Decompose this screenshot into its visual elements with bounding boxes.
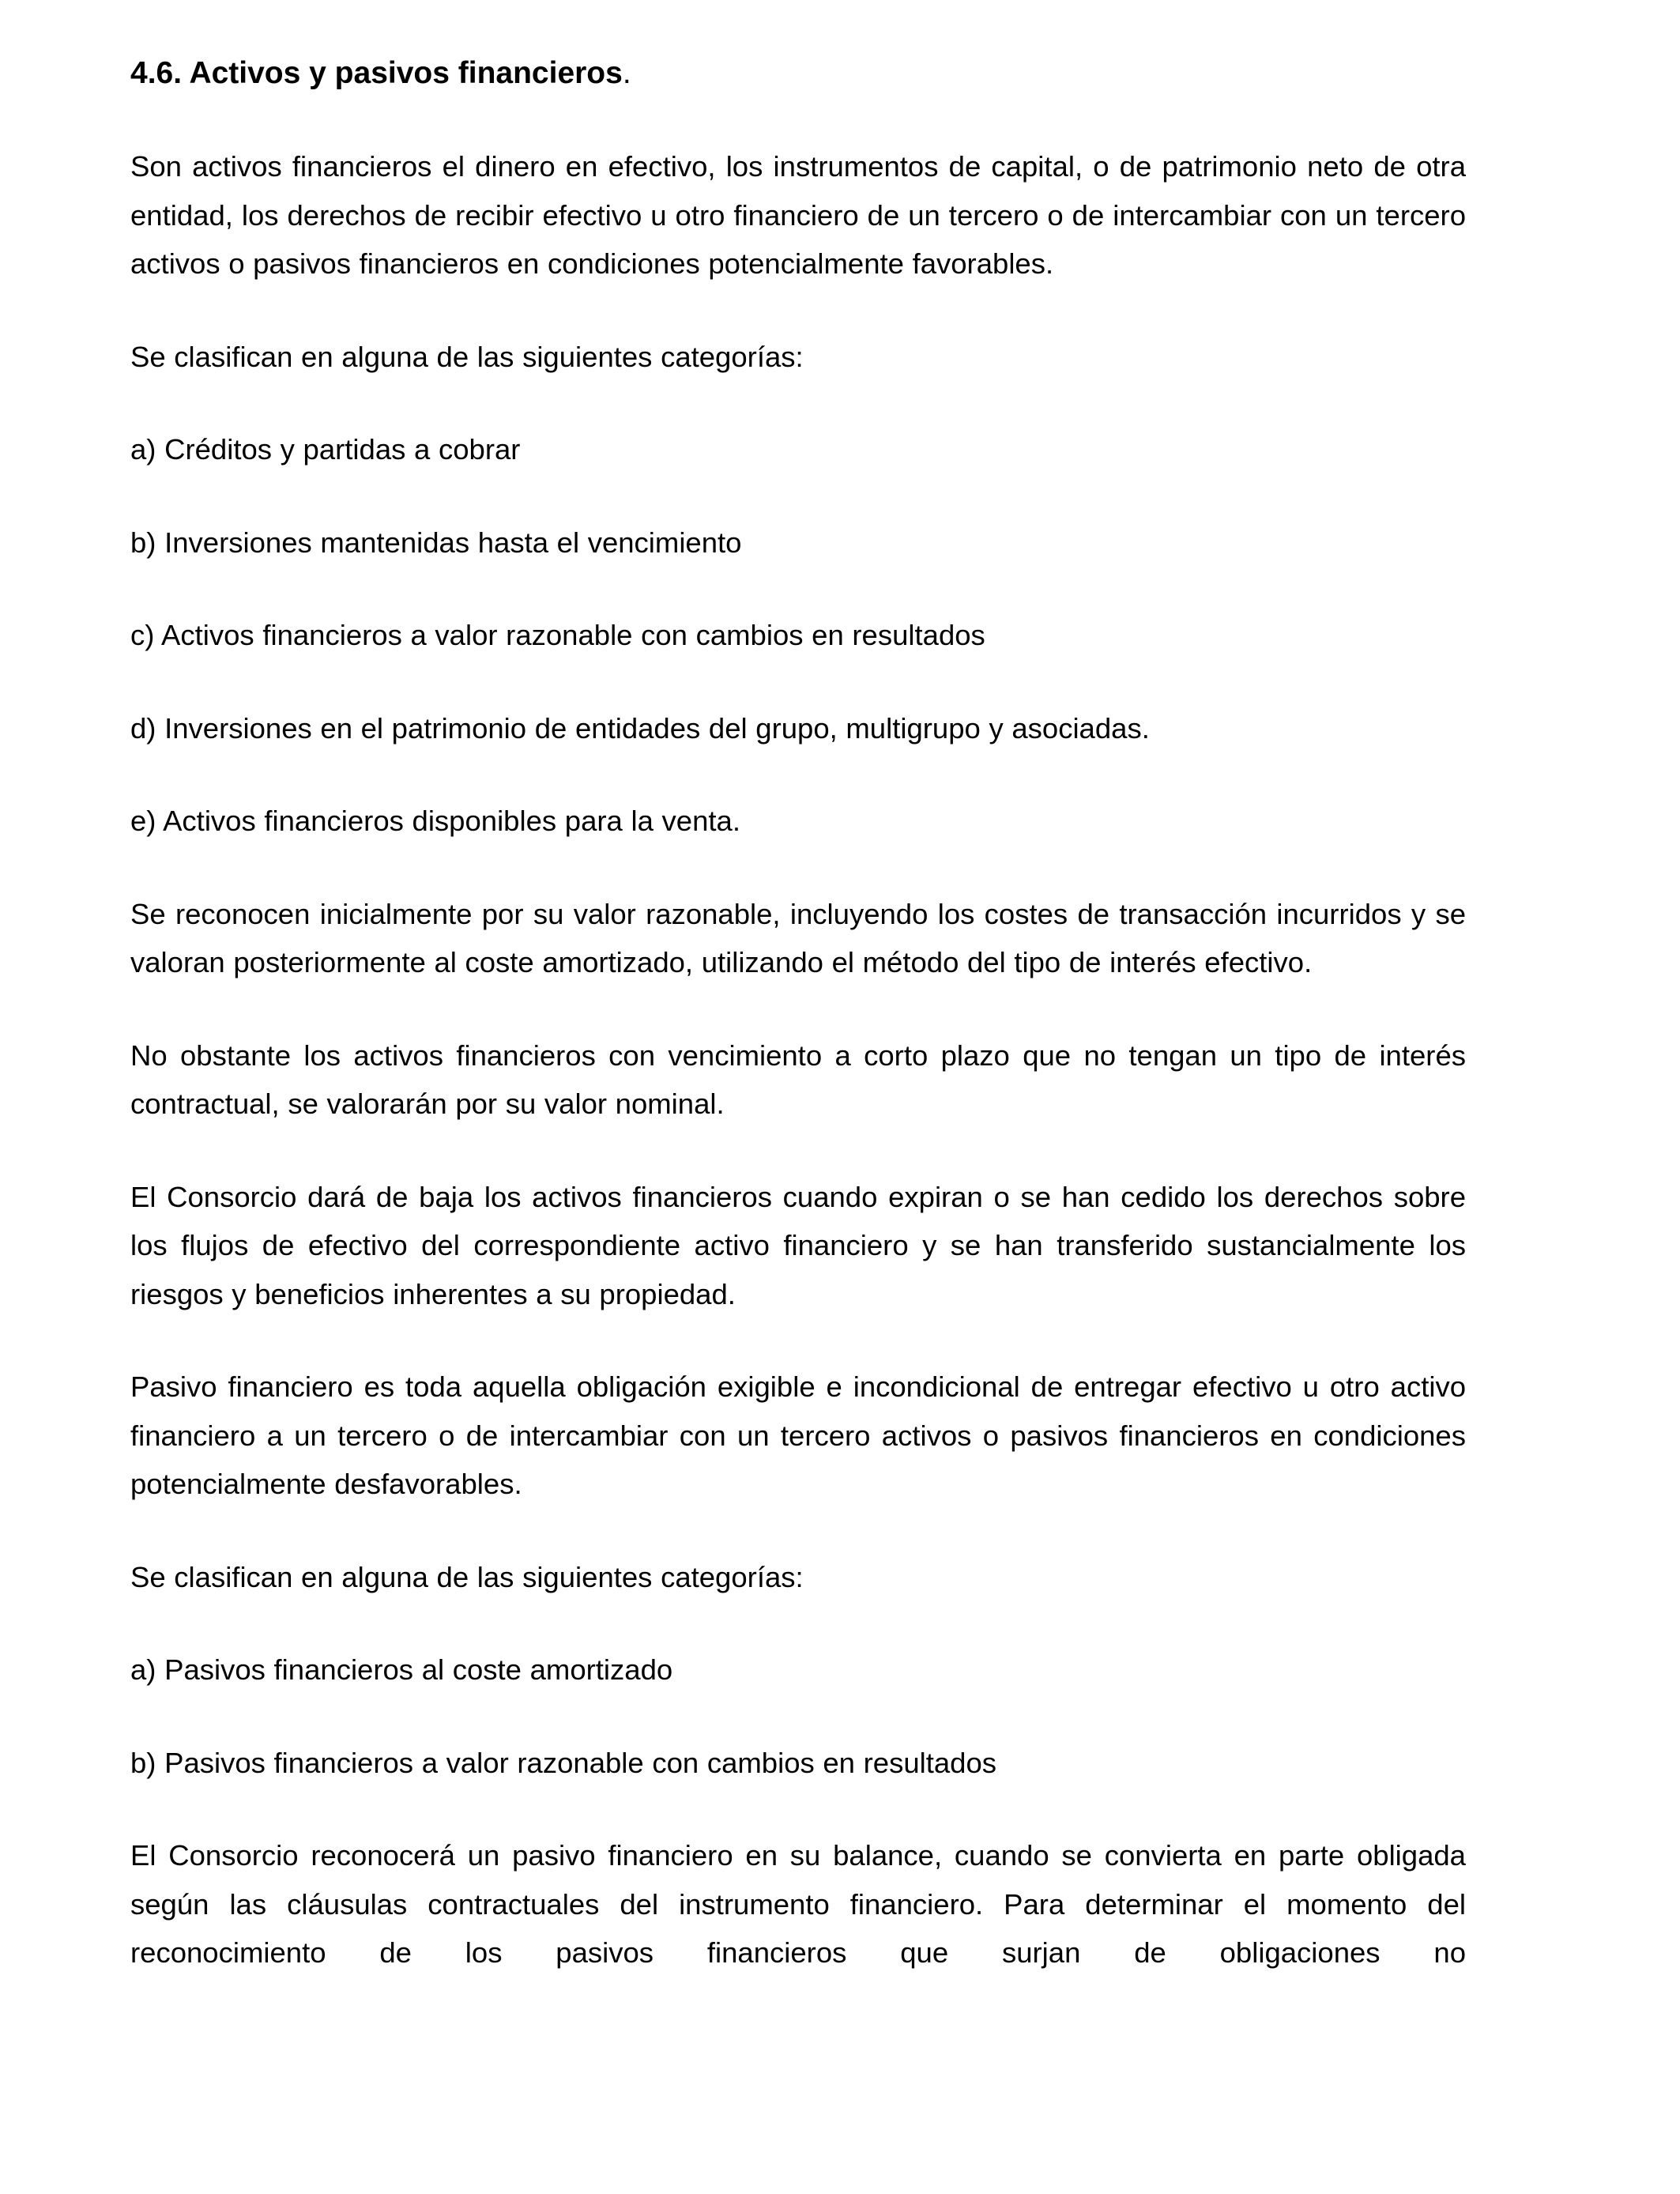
list-item-asset-category-d: d) Inversiones en el patrimonio de entidades del grupo, multigrupo y asociadas. <box>130 711 1150 745</box>
list-item-liability-category-a: a) Pasivos financieros al coste amortizado <box>130 1653 673 1686</box>
paragraph-financial-assets-definition: Son activos financieros el dinero en efectivo, los instrumentos de capital, o de patrimonio neto de otra entidad, los derechos de recibir efectivo u otro financiero de un tercero o de intercambiar con un tercero activos o pasivos financieros en condiciones potencialmente favorables. <box>130 150 1466 280</box>
section-title-period: . <box>622 56 631 90</box>
paragraph-short-term-assets: No obstante los activos financieros con vencimiento a corto plazo que no tengan un tipo de interés contractual, se valorarán por su valor nominal. <box>130 1039 1466 1120</box>
paragraph-derecognition: El Consorcio dará de baja los activos financieros cuando expiran o se han cedido los derechos sobre los flujos de efectivo del correspondiente activo financiero y se han transferido sustancialmente los riesgos y beneficios inherentes a su propiedad. <box>130 1180 1466 1310</box>
paragraph-initial-recognition: Se reconocen inicialmente por su valor razonable, incluyendo los costes de transacción incurridos y se valoran posteriormente al coste amortizado, utilizando el método del tipo de interés efectivo. <box>130 897 1466 978</box>
list-item-liability-category-b: b) Pasivos financieros a valor razonable con cambios en resultados <box>130 1746 997 1779</box>
list-item-asset-category-a: a) Créditos y partidas a cobrar <box>130 433 521 466</box>
paragraph-financial-liabilities-definition: Pasivo financiero es toda aquella obligación exigible e incondicional de entregar efectivo u otro activo financiero a un tercero o de intercambiar con un tercero activos o pasivos financieros en condiciones potencialmente desfavorables. <box>130 1370 1466 1500</box>
paragraph-liability-recognition: El Consorcio reconocerá un pasivo financiero en su balance, cuando se convierta en parte obligada según las cláusulas contractuales del instrumento financiero. Para determinar el momento del reconocimiento de los pasivos financieros que surjan de obligaciones no <box>130 1839 1466 1969</box>
list-item-asset-category-e: e) Activos financieros disponibles para la venta. <box>130 805 740 837</box>
document-page <box>130 49 1466 2022</box>
section-title: 4.6. Activos y pasivos financieros <box>130 56 623 90</box>
list-item-asset-category-c: c) Activos financieros a valor razonable con cambios en resultados <box>130 619 985 651</box>
paragraph-asset-categories-intro: Se clasifican en alguna de las siguientes categorías: <box>130 340 804 373</box>
list-item-asset-category-b: b) Inversiones mantenidas hasta el vencimiento <box>130 526 742 559</box>
paragraph-liability-categories-intro: Se clasifican en alguna de las siguientes categorías: <box>130 1560 804 1593</box>
section-heading <box>130 49 1466 98</box>
